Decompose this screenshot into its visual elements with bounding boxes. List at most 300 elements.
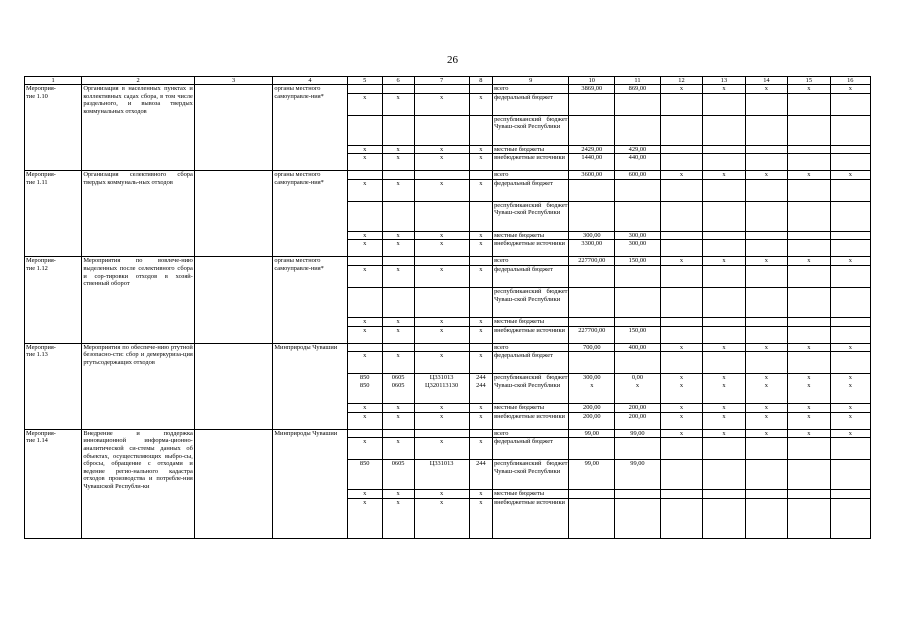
value-cell-c15: x	[788, 171, 830, 180]
value-cell-c15: x	[788, 429, 830, 438]
value-cell-c14: x	[745, 257, 787, 266]
header-cell-12: 12	[660, 77, 702, 85]
value-cell-c11: 400,00	[615, 343, 661, 352]
value-cell-c15	[788, 265, 830, 287]
code-cell-c7	[414, 343, 469, 352]
header-cell-4: 4	[273, 77, 347, 85]
value-cell-c12	[660, 231, 702, 240]
value-cell-c11	[615, 438, 661, 460]
header-cell-1: 1	[25, 77, 82, 85]
code-cell-c8	[469, 171, 492, 180]
code-cell-c6	[382, 429, 414, 438]
code-cell-c6: x	[382, 231, 414, 240]
code-cell-c6: x	[382, 404, 414, 413]
value-cell-c12	[660, 145, 702, 154]
value-cell-c10: 2429,00	[569, 145, 615, 154]
value-cell-c16: x	[830, 171, 870, 180]
value-cell-c15: x	[788, 343, 830, 352]
code-cell-c8	[469, 343, 492, 352]
funding-source: всего	[493, 343, 569, 352]
value-cell-c13: x	[703, 343, 745, 352]
page-number: 26	[447, 54, 458, 66]
value-cell-c14	[745, 265, 787, 287]
code-cell-c8: x	[469, 179, 492, 201]
value-cell-c14: x	[745, 429, 787, 438]
code-cell-c7	[414, 171, 469, 180]
value-cell-c15	[788, 201, 830, 231]
code-cell-c8: x	[469, 154, 492, 171]
code-cell-c6: x	[382, 93, 414, 115]
event-col3	[194, 257, 273, 343]
value-cell-c10: 227700,00	[569, 326, 615, 343]
value-cell-c13	[703, 352, 745, 374]
value-cell-c10: 1440,00	[569, 154, 615, 171]
value-cell-c16	[830, 231, 870, 240]
code-cell-c5: x	[347, 145, 382, 154]
funding-source: республиканский бюджет Чуваш-ской Республики	[493, 374, 569, 404]
header-row	[25, 77, 871, 85]
value-cell-c13	[703, 240, 745, 257]
value-cell-c14	[745, 287, 787, 317]
value-cell-c11: 99,00	[615, 460, 661, 490]
code-cell-c8: x	[469, 240, 492, 257]
code-cell-c7	[414, 429, 469, 438]
code-cell-c5	[347, 343, 382, 352]
header-cell-3: 3	[194, 77, 273, 85]
code-cell-c8: x	[469, 490, 492, 499]
value-cell-c14: x	[745, 343, 787, 352]
value-cell-c14	[745, 201, 787, 231]
code-cell-c7: x	[414, 498, 469, 538]
value-cell-c15	[788, 231, 830, 240]
value-cell-c16	[830, 490, 870, 499]
value-cell-c11: 150,00	[615, 257, 661, 266]
value-cell-c16	[830, 179, 870, 201]
value-cell-c10: 300,00	[569, 231, 615, 240]
code-cell-c6: x	[382, 438, 414, 460]
value-cell-c11: 300,00	[615, 231, 661, 240]
value-cell-c10	[569, 490, 615, 499]
value-cell-c11	[615, 115, 661, 145]
value-cell-c10	[569, 287, 615, 317]
code-cell-c6: x	[382, 154, 414, 171]
value-cell-c16	[830, 498, 870, 538]
value-cell-c15: x	[788, 257, 830, 266]
value-cell-c15	[788, 179, 830, 201]
value-cell-c14: x x	[745, 374, 787, 404]
table-row	[25, 257, 871, 266]
value-cell-c12	[660, 438, 702, 460]
event-executor: органы местного самоуправле-ния*	[273, 85, 347, 171]
code-cell-c7	[414, 201, 469, 231]
value-cell-c16	[830, 145, 870, 154]
value-cell-c12	[660, 115, 702, 145]
value-cell-c11: 300,00	[615, 240, 661, 257]
header-cell-5: 5	[347, 77, 382, 85]
header-cell-6: 6	[382, 77, 414, 85]
value-cell-c11: 429,00	[615, 145, 661, 154]
code-cell-c8: 244	[469, 460, 492, 490]
value-cell-c16: x	[830, 85, 870, 94]
event-name: Мероприятия по вовлече-нию выделенных после селективного сбора и сор-тировки отходов в хозяй-ственный оборот	[82, 257, 195, 343]
code-cell-c5: x	[347, 317, 382, 326]
code-cell-c8: x	[469, 317, 492, 326]
code-cell-c8: x	[469, 231, 492, 240]
value-cell-c13	[703, 231, 745, 240]
header-cell-10: 10	[569, 77, 615, 85]
funding-source: республиканский бюджет Чуваш-ской Республики	[493, 201, 569, 231]
event-id: Мероприя- тие 1.11	[25, 171, 82, 257]
funding-source: федеральный бюджет	[493, 93, 569, 115]
code-cell-c5: x	[347, 154, 382, 171]
value-cell-c16	[830, 317, 870, 326]
value-cell-c15	[788, 93, 830, 115]
table-row	[25, 343, 871, 352]
code-cell-c5	[347, 257, 382, 266]
code-cell-c7: x	[414, 412, 469, 429]
value-cell-c10: 200,00	[569, 404, 615, 413]
code-cell-c6	[382, 201, 414, 231]
code-cell-c5	[347, 201, 382, 231]
value-cell-c12	[660, 498, 702, 538]
code-cell-c7	[414, 257, 469, 266]
code-cell-c8: x	[469, 326, 492, 343]
value-cell-c11	[615, 352, 661, 374]
value-cell-c10: 99,00	[569, 460, 615, 490]
value-cell-c12	[660, 201, 702, 231]
code-cell-c5: x	[347, 498, 382, 538]
value-cell-c13: x	[703, 404, 745, 413]
value-cell-c13	[703, 265, 745, 287]
code-cell-c7: x	[414, 326, 469, 343]
funding-source: местные бюджеты	[493, 404, 569, 413]
funding-source: республиканский бюджет Чуваш-ской Республики	[493, 287, 569, 317]
event-col3	[194, 343, 273, 429]
code-cell-c7: x	[414, 240, 469, 257]
code-cell-c8	[469, 287, 492, 317]
event-col3	[194, 171, 273, 257]
event-executor: Минприроды Чувашии	[273, 429, 347, 538]
funding-source: местные бюджеты	[493, 145, 569, 154]
event-executor: органы местного самоуправле-ния*	[273, 257, 347, 343]
funding-source: всего	[493, 257, 569, 266]
value-cell-c16	[830, 352, 870, 374]
code-cell-c5	[347, 171, 382, 180]
code-cell-c7: x	[414, 352, 469, 374]
value-cell-c10: 227700,00	[569, 257, 615, 266]
code-cell-c8: x	[469, 145, 492, 154]
code-cell-c7	[414, 115, 469, 145]
value-cell-c10	[569, 115, 615, 145]
code-cell-c5: x	[347, 231, 382, 240]
code-cell-c5: x	[347, 326, 382, 343]
code-cell-c7: x	[414, 490, 469, 499]
value-cell-c12: x	[660, 171, 702, 180]
value-cell-c12: x	[660, 429, 702, 438]
funding-source: внебюджетные источники	[493, 326, 569, 343]
value-cell-c14: x	[745, 404, 787, 413]
value-cell-c11: 0,00 x	[615, 374, 661, 404]
value-cell-c12: x	[660, 404, 702, 413]
value-cell-c12	[660, 265, 702, 287]
value-cell-c15	[788, 317, 830, 326]
code-cell-c5: x	[347, 93, 382, 115]
value-cell-c12: x x	[660, 374, 702, 404]
value-cell-c13: x	[703, 171, 745, 180]
code-cell-c5: x	[347, 179, 382, 201]
header-cell-14: 14	[745, 77, 787, 85]
value-cell-c14	[745, 326, 787, 343]
code-cell-c5: x	[347, 412, 382, 429]
value-cell-c16: x x	[830, 374, 870, 404]
value-cell-c15	[788, 460, 830, 490]
value-cell-c10: 700,00	[569, 343, 615, 352]
value-cell-c16	[830, 460, 870, 490]
value-cell-c14	[745, 154, 787, 171]
value-cell-c10	[569, 265, 615, 287]
funding-source: федеральный бюджет	[493, 179, 569, 201]
value-cell-c11	[615, 490, 661, 499]
funding-source: местные бюджеты	[493, 317, 569, 326]
value-cell-c13: x x	[703, 374, 745, 404]
value-cell-c10: 3600,00	[569, 171, 615, 180]
event-id: Мероприя- тие 1.14	[25, 429, 82, 538]
value-cell-c13: x	[703, 257, 745, 266]
event-executor: органы местного самоуправле-ния*	[273, 171, 347, 257]
funding-source: внебюджетные источники	[493, 412, 569, 429]
header-cell-8: 8	[469, 77, 492, 85]
value-cell-c13	[703, 460, 745, 490]
header-cell-11: 11	[615, 77, 661, 85]
value-cell-c10: 300,00 x	[569, 374, 615, 404]
value-cell-c14	[745, 352, 787, 374]
code-cell-c6	[382, 171, 414, 180]
value-cell-c13	[703, 498, 745, 538]
funding-source: республиканский бюджет Чуваш-ской Республики	[493, 115, 569, 145]
value-cell-c11: 200,00	[615, 404, 661, 413]
code-cell-c5	[347, 85, 382, 94]
value-cell-c11: 99,00	[615, 429, 661, 438]
value-cell-c16	[830, 240, 870, 257]
code-cell-c6: x	[382, 412, 414, 429]
code-cell-c7: x	[414, 145, 469, 154]
code-cell-c7: Ц331013	[414, 460, 469, 490]
code-cell-c8	[469, 429, 492, 438]
value-cell-c10: 3300,00	[569, 240, 615, 257]
code-cell-c8	[469, 257, 492, 266]
value-cell-c10	[569, 201, 615, 231]
funding-source: федеральный бюджет	[493, 352, 569, 374]
funding-source: федеральный бюджет	[493, 438, 569, 460]
value-cell-c11: 600,00	[615, 171, 661, 180]
code-cell-c7	[414, 287, 469, 317]
value-cell-c16	[830, 93, 870, 115]
code-cell-c7: x	[414, 231, 469, 240]
code-cell-c8	[469, 201, 492, 231]
code-cell-c6: x	[382, 498, 414, 538]
table-row	[25, 85, 871, 94]
code-cell-c7: x	[414, 317, 469, 326]
value-cell-c11: 150,00	[615, 326, 661, 343]
value-cell-c10: 99,00	[569, 429, 615, 438]
value-cell-c14: x	[745, 171, 787, 180]
value-cell-c12	[660, 154, 702, 171]
code-cell-c6: x	[382, 240, 414, 257]
code-cell-c6: x	[382, 352, 414, 374]
value-cell-c13	[703, 317, 745, 326]
value-cell-c13: x	[703, 85, 745, 94]
event-name: Организация в населенных пунктах и коллективных садах сбора, в том числе раздельного, и вывоза твердых коммунальных отходов	[82, 85, 195, 171]
event-name: Организация селективного сбора твердых коммуналь-ных отходов	[82, 171, 195, 257]
code-cell-c7: x	[414, 265, 469, 287]
code-cell-c6: x	[382, 265, 414, 287]
value-cell-c11	[615, 498, 661, 538]
funding-source: республиканский бюджет Чуваш-ской Республики	[493, 460, 569, 490]
code-cell-c5: 850	[347, 460, 382, 490]
value-cell-c13	[703, 179, 745, 201]
value-cell-c13	[703, 145, 745, 154]
value-cell-c11	[615, 179, 661, 201]
value-cell-c12	[660, 93, 702, 115]
code-cell-c8: x	[469, 412, 492, 429]
code-cell-c6	[382, 85, 414, 94]
value-cell-c12	[660, 179, 702, 201]
value-cell-c12: x	[660, 343, 702, 352]
value-cell-c14	[745, 490, 787, 499]
value-cell-c11: 869,00	[615, 85, 661, 94]
value-cell-c15	[788, 115, 830, 145]
table-row	[25, 171, 871, 180]
code-cell-c5	[347, 429, 382, 438]
value-cell-c14	[745, 460, 787, 490]
value-cell-c16: x	[830, 429, 870, 438]
value-cell-c15: x	[788, 412, 830, 429]
value-cell-c11	[615, 317, 661, 326]
code-cell-c5: x	[347, 352, 382, 374]
value-cell-c16: x	[830, 412, 870, 429]
value-cell-c10: 200,00	[569, 412, 615, 429]
code-cell-c5: 850 850	[347, 374, 382, 404]
value-cell-c13	[703, 201, 745, 231]
event-id: Мероприя- тие 1.13	[25, 343, 82, 429]
code-cell-c7: x	[414, 179, 469, 201]
value-cell-c12	[660, 317, 702, 326]
value-cell-c14	[745, 231, 787, 240]
code-cell-c8: x	[469, 498, 492, 538]
value-cell-c10	[569, 93, 615, 115]
value-cell-c14	[745, 179, 787, 201]
value-cell-c15	[788, 154, 830, 171]
code-cell-c6: x	[382, 145, 414, 154]
funding-source: местные бюджеты	[493, 490, 569, 499]
value-cell-c12	[660, 287, 702, 317]
value-cell-c15	[788, 352, 830, 374]
value-cell-c15	[788, 326, 830, 343]
value-cell-c12	[660, 460, 702, 490]
funding-source: федеральный бюджет	[493, 265, 569, 287]
value-cell-c14	[745, 317, 787, 326]
value-cell-c13	[703, 326, 745, 343]
value-cell-c15: x	[788, 85, 830, 94]
code-cell-c7: Ц331013 Ц320113130	[414, 374, 469, 404]
value-cell-c11	[615, 287, 661, 317]
value-cell-c14	[745, 438, 787, 460]
code-cell-c7: x	[414, 154, 469, 171]
value-cell-c12	[660, 326, 702, 343]
funding-source: внебюджетные источники	[493, 154, 569, 171]
code-cell-c8: x	[469, 404, 492, 413]
value-cell-c16	[830, 438, 870, 460]
value-cell-c15	[788, 287, 830, 317]
code-cell-c8: x	[469, 438, 492, 460]
value-cell-c16	[830, 326, 870, 343]
value-cell-c15	[788, 240, 830, 257]
value-cell-c14	[745, 115, 787, 145]
value-cell-c10	[569, 498, 615, 538]
code-cell-c8	[469, 85, 492, 94]
code-cell-c5: x	[347, 490, 382, 499]
value-cell-c13: x	[703, 412, 745, 429]
code-cell-c5	[347, 115, 382, 145]
code-cell-c6: x	[382, 490, 414, 499]
value-cell-c15	[788, 145, 830, 154]
event-name: Мероприятия по обеспече-нию ртутной безопасно-сти: сбор и демеркуриза-ция ртутьсодержащих отходов	[82, 343, 195, 429]
value-cell-c15	[788, 438, 830, 460]
code-cell-c7: x	[414, 93, 469, 115]
value-cell-c12: x	[660, 85, 702, 94]
code-cell-c6	[382, 115, 414, 145]
value-cell-c13: x	[703, 429, 745, 438]
value-cell-c11	[615, 93, 661, 115]
code-cell-c6	[382, 257, 414, 266]
value-cell-c11: 200,00	[615, 412, 661, 429]
code-cell-c6: x	[382, 326, 414, 343]
funding-table	[24, 76, 871, 539]
value-cell-c12	[660, 352, 702, 374]
funding-source: всего	[493, 85, 569, 94]
event-id: Мероприя- тие 1.10	[25, 85, 82, 171]
header-cell-16: 16	[830, 77, 870, 85]
header-cell-15: 15	[788, 77, 830, 85]
value-cell-c11	[615, 265, 661, 287]
funding-source: внебюджетные источники	[493, 240, 569, 257]
code-cell-c8: x	[469, 93, 492, 115]
event-id: Мероприя- тие 1.12	[25, 257, 82, 343]
code-cell-c8: x	[469, 265, 492, 287]
value-cell-c14	[745, 93, 787, 115]
value-cell-c10: 3869,00	[569, 85, 615, 94]
header-cell-7: 7	[414, 77, 469, 85]
event-name: Внедрение и поддержка инновационной информа-ционно-аналитической си-стемы данных об объектах, осуществляющих выбро-сы, сбросы, обращение с отходами и ведение регио-нального кадастра отходов производства и потребле-ния Чувашской Республи-ки	[82, 429, 195, 538]
value-cell-c10	[569, 352, 615, 374]
value-cell-c16	[830, 115, 870, 145]
value-cell-c16	[830, 154, 870, 171]
header-cell-9: 9	[493, 77, 569, 85]
value-cell-c16	[830, 265, 870, 287]
value-cell-c16: x	[830, 343, 870, 352]
value-cell-c15: x x	[788, 374, 830, 404]
value-cell-c14	[745, 240, 787, 257]
value-cell-c15: x	[788, 404, 830, 413]
value-cell-c13	[703, 490, 745, 499]
funding-source: внебюджетные источники	[493, 498, 569, 538]
value-cell-c13	[703, 115, 745, 145]
value-cell-c10	[569, 179, 615, 201]
code-cell-c6: x	[382, 317, 414, 326]
value-cell-c13	[703, 154, 745, 171]
value-cell-c13	[703, 287, 745, 317]
value-cell-c16: x	[830, 257, 870, 266]
